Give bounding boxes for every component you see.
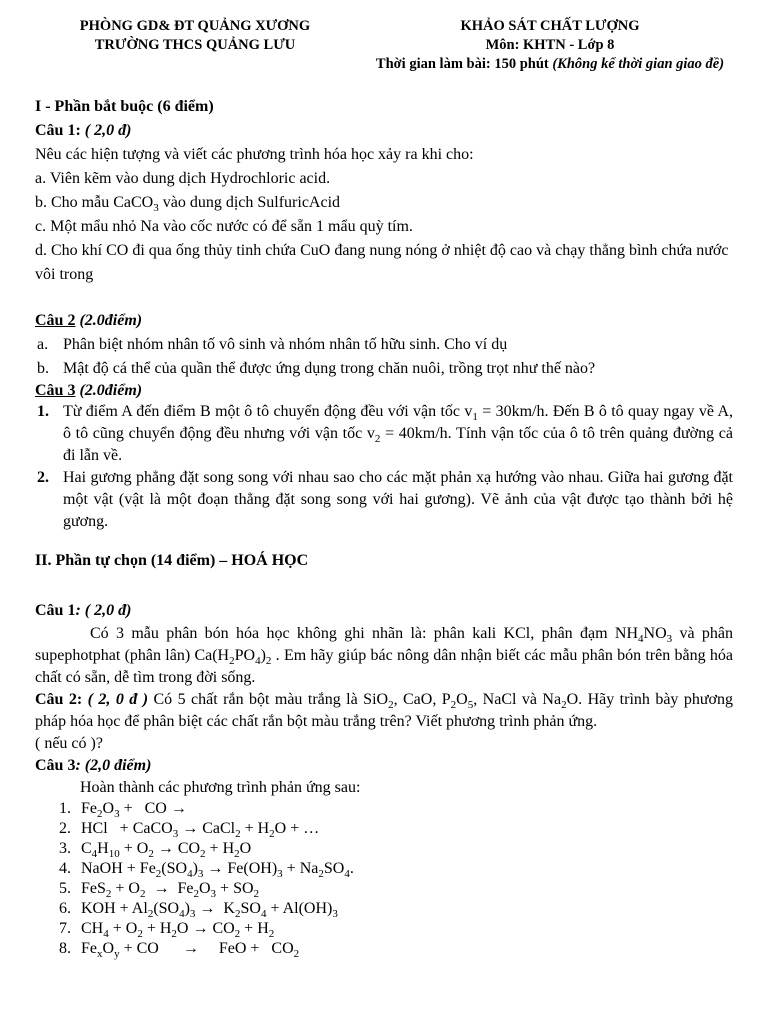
p2-q1-heading: Câu 1: ( 2,0 đ): [35, 602, 132, 619]
school-name: TRƯỜNG THCS QUẢNG LƯU: [94, 37, 296, 53]
reaction-5: 5. $FeS_2 + O_2 \to Fe_2O_3 + SO_2$: [59, 880, 260, 901]
exam-title: KHẢO SÁT CHẤT LƯỢNG: [460, 18, 640, 34]
p1-q1-a: a. Viên kẽm vào dung dịch Hydrochloric acid.: [35, 170, 331, 187]
p2-q2-tail: ( nếu có )?: [35, 735, 103, 752]
p1-q2-b: b. Mật độ cá thể của quần thể được ứng dụng trong chăn nuôi, trồng trọt như thế nào?: [37, 360, 596, 377]
p1-q1-b: b. Cho mẫu CaCO$_3$ vào dung dịch SulfuricAcid: [35, 194, 341, 215]
reaction-8: 8. $Fe_xO_y$ + CO → FeO + $CO_2$: [59, 940, 300, 961]
reaction-4: 4. NaOH + $Fe_2(SO_4)_3 \to Fe(OH)_3 + Na_2SO_4$.: [59, 860, 354, 881]
reaction-1: 1. $Fe_2O_3$ + CO →: [59, 800, 187, 821]
p2-q3-heading: Câu 3: (2,0 điểm): [35, 757, 152, 774]
department-name: PHÒNG GD& ĐT QUẢNG XƯƠNG: [79, 18, 311, 34]
p2-q3-intro: Hoàn thành các phương trình phản ứng sau:: [80, 779, 361, 796]
header-left: [40, 17, 350, 55]
reaction-2: 2. HCl + CaCO$_3$ → CaCl$_2$ + $H_2O$ + …: [59, 820, 320, 841]
reaction-7: 7. $CH_4 + O_2 + H_2O \to CO_2 + H_2$: [59, 920, 275, 941]
p1-q3-item2: 2. Hai gương phẳng đặt song song với nhau sao cho các mặt phản xạ hướng vào nhau. Giữa hai gương đặt một vật (vật là một đoạn thẳng đặt song song với hai gương). Vẽ ảnh của vật được tạo thành bởi hệ gương.: [37, 469, 733, 530]
part1-title: I - Phần bắt buộc (6 điểm): [35, 98, 214, 115]
p1-q1-intro: Nêu các hiện tượng và viết các phương trình hóa học xảy ra khi cho:: [35, 146, 474, 163]
p1-q1-c: c. Một mẩu nhỏ Na vào cốc nước có để sẵn 1 mẩu quỳ tím.: [35, 218, 413, 235]
p2-q2-text: Câu 2: ( 2, 0 đ ) Có 5 chất rắn bột màu trắng là SiO$_2$, CaO, $P_2O_5$, NaCl và $Na_2O$. Hãy trình bày phương pháp hóa học để phân biệt các chất rắn bột màu trắng trên? Viết phương trình phản ứng.: [35, 691, 733, 730]
header-right: [360, 17, 740, 74]
p1-q3-heading: Câu 3 (2.0điểm): [35, 382, 143, 399]
exam-subject: Môn: KHTN - Lớp 8: [485, 37, 615, 53]
exam-time: Thời gian làm bài: 150 phút (Không kể thời gian giao đề): [375, 56, 725, 72]
part2-title: II. Phần tự chọn (14 điểm) – HOÁ HỌC: [35, 552, 309, 569]
p1-q1-d: d. Cho khí CO đi qua ống thủy tinh chứa CuO đang nung nóng ở nhiệt độ cao và chạy thẳng bình chứa nước vôi trong: [35, 242, 729, 283]
p1-q2-a: a. Phân biệt nhóm nhân tố vô sinh và nhóm nhân tố hữu sinh. Cho ví dụ: [37, 336, 508, 353]
exam-body: [35, 95, 733, 959]
p1-q3-item1: 1. Từ điểm A đến điểm B một ô tô chuyển động đều với vận tốc $v_1 = 30km/h$. Đến B ô tô quay ngay về A, ô tô cũng chuyển động đều nhưng với vận tốc $v_2 = 40km/h$. Tính vận tốc của ô tô trên quảng đường cả đi lẫn về.: [37, 403, 734, 464]
p1-q2-heading: Câu 2 (2.0điểm): [35, 312, 143, 329]
p2-q1-text: Có 3 mẫu phân bón hóa học không ghi nhãn là: phân kali KCl, phân đạm $NH_4NO_3$ và phân supephotphat (phân lân) $Ca(H_2PO_4)_2$ . Em hãy giúp bác nông dân nhận biết các mẫu phân bón trên bằng hóa chất có sẵn, dễ tìm trong đời sống.: [35, 625, 734, 686]
p1-q1-heading: Câu 1: ( 2,0 đ): [35, 122, 132, 139]
reaction-3: 3. $C_4H_{10} + O_2 \to CO_2 + H_2O$: [59, 840, 252, 861]
reaction-6: 6. KOH + $Al_2(SO_4)_3 \to K_2SO_4 + Al(OH)_3$: [59, 900, 338, 921]
